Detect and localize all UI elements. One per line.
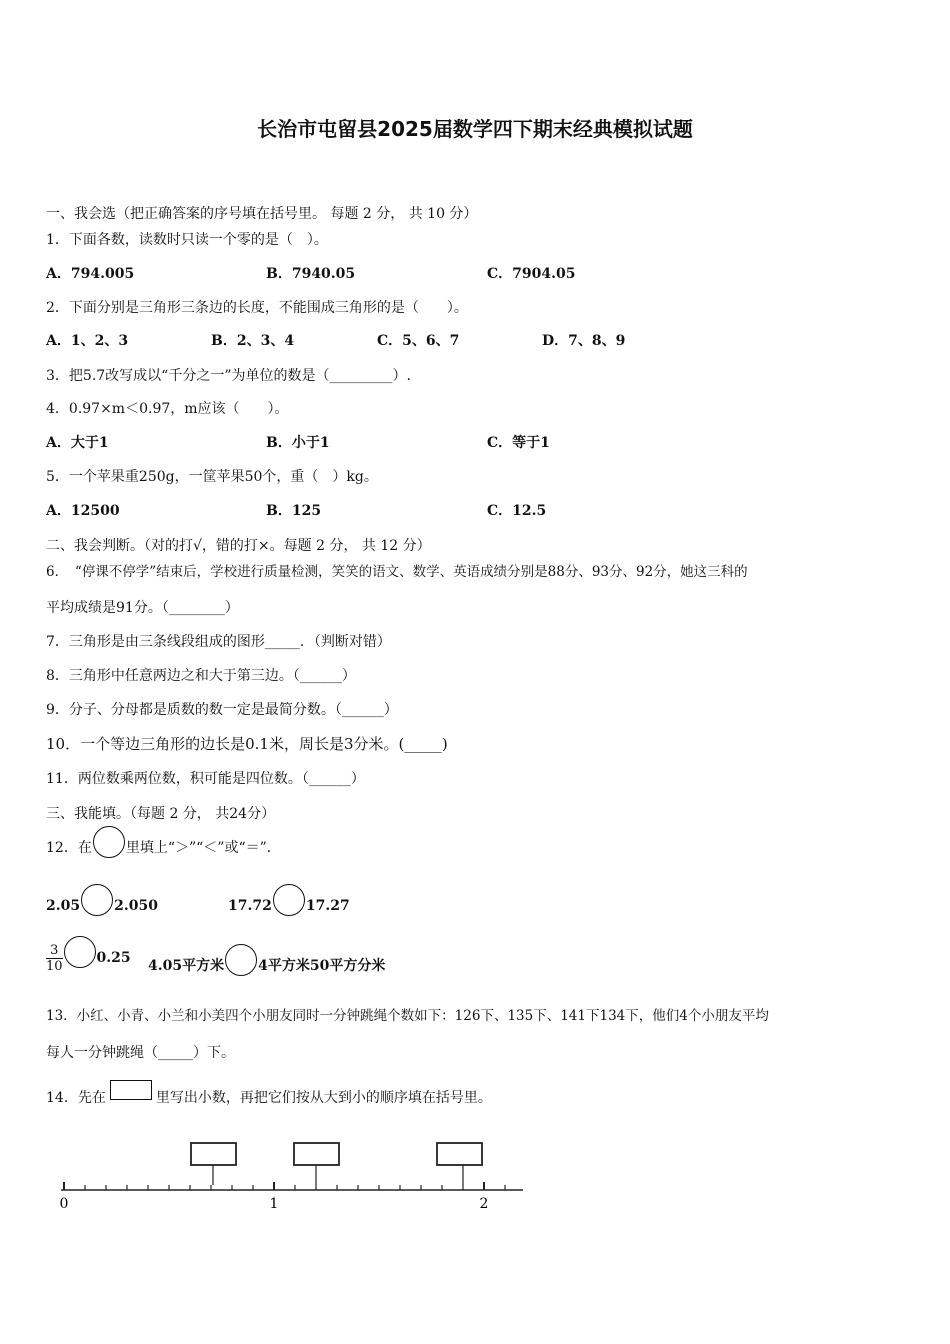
- question-6-line-1: 6． “停课不停学”结束后，学校进行质量检测，笑笑的语文、数学、英语成绩分别是88分、93分、92分，她这三科的: [46, 564, 748, 580]
- q5-option-b: B．125: [266, 503, 322, 519]
- q14-suffix: 里写出小数，再把它们按从大到小的顺序填在括号里。: [155, 1090, 492, 1106]
- q5-option-a: A．12500: [46, 503, 120, 519]
- section-1-heading: 一、我会选（把正确答案的序号填在括号里。 每题 2 分， 共 10 分）: [46, 206, 478, 222]
- question-5: 5．一个苹果重250g，一筐苹果50个，重（ ）kg。: [46, 469, 378, 485]
- number-line-ticks: [64, 1182, 505, 1190]
- question-6-line-2: 平均成绩是91分。（________）: [46, 600, 239, 616]
- q1-option-b: B．7940.05: [266, 266, 356, 282]
- comparison-circle[interactable]: [225, 944, 257, 976]
- section-3-heading: 三、我能填。（每题 2 分， 共24分）: [46, 806, 276, 822]
- question-9: 9．分子、分母都是质数的数一定是最简分数。（______）: [46, 702, 398, 718]
- question-11: 11．两位数乘两位数，积可能是四位数。（______）: [46, 771, 365, 787]
- question-12: [46, 832, 281, 864]
- q4-option-a: A．大于1: [46, 435, 109, 451]
- q12-pair-3: [46, 942, 131, 974]
- page-title: 长治市屯留县2025届数学四下期末经典模拟试题: [257, 117, 693, 141]
- number-line-label-0: 0: [59, 1196, 69, 1212]
- q12-p2-left: 17.72: [228, 898, 272, 914]
- box-blank-icon: [110, 1080, 152, 1100]
- q12-prefix: 12．在: [46, 840, 92, 856]
- answer-box-3[interactable]: [437, 1143, 482, 1165]
- q14-prefix: 14．先在: [46, 1090, 106, 1106]
- comparison-circle[interactable]: [64, 936, 96, 968]
- question-3: 3．把5.7改写成以“千分之一”为单位的数是（_________）.: [46, 368, 411, 384]
- q12-p4-left: 4.05平方米: [148, 958, 225, 974]
- question-10: 10．一个等边三角形的边长是0.1米，周长是3分米。(_____): [46, 735, 448, 753]
- answer-box-1[interactable]: [191, 1143, 236, 1165]
- circle-blank-icon: [93, 826, 125, 858]
- question-7: 7．三角形是由三条线段组成的图形_____．（判断对错）: [46, 634, 391, 650]
- question-4: 4．0.97×m＜0.97，m应该（ ）。: [46, 401, 289, 417]
- question-14: [46, 1087, 492, 1108]
- q4-option-b: B．小于1: [266, 435, 330, 451]
- q2-option-b: B．2、3、4: [211, 333, 295, 349]
- question-13-line-2: 每人一分钟跳绳（_____）下。: [46, 1045, 235, 1061]
- fraction-numerator: 3: [46, 943, 63, 959]
- section-2-heading: 二、我会判断。（对的打√，错的打×。每题 2 分， 共 12 分）: [46, 538, 431, 554]
- q12-pair-2: [228, 890, 350, 922]
- number-line: [55, 1135, 535, 1220]
- q12-p3-right: 0.25: [96, 950, 131, 966]
- q12-pair-4: [148, 950, 385, 982]
- q12-pair-1: [46, 890, 158, 922]
- q4-option-c: C．等于1: [487, 435, 550, 451]
- q2-option-c: C．5、6、7: [377, 333, 460, 349]
- fraction-denominator: 10: [46, 958, 63, 974]
- q1-option-c: C．7904.05: [487, 266, 576, 282]
- q12-p4-right: 4平方米50平方分米: [258, 958, 386, 974]
- question-1: 1．下面各数，读数时只读一个零的是（ ）。: [46, 232, 328, 248]
- q12-p1-left: 2.05: [46, 898, 81, 914]
- q5-option-c: C．12.5: [487, 503, 547, 519]
- q12-suffix: 里填上“＞”“＜”或“＝”．: [125, 840, 281, 856]
- answer-box-2[interactable]: [294, 1143, 339, 1165]
- number-line-label-1: 1: [269, 1196, 279, 1212]
- question-8: 8．三角形中任意两边之和大于第三边。（______）: [46, 668, 356, 684]
- comparison-circle[interactable]: [81, 884, 113, 916]
- q12-p1-right: 2.050: [114, 898, 158, 914]
- comparison-circle[interactable]: [273, 884, 305, 916]
- fraction: [46, 943, 63, 974]
- q12-p2-right: 17.27: [305, 898, 350, 914]
- q1-option-a: A．794.005: [46, 266, 135, 282]
- q2-option-a: A．1、2、3: [46, 333, 129, 349]
- question-13-line-1: 13．小红、小青、小兰和小美四个小朋友同时一分钟跳绳个数如下：126下、135下、141下134下，他们4个小朋友平均: [46, 1008, 769, 1024]
- number-line-label-2: 2: [479, 1196, 489, 1212]
- q2-option-d: D．7、8、9: [542, 333, 626, 349]
- question-2: 2．下面分别是三角形三条边的长度，不能围成三角形的是（ ）。: [46, 300, 468, 316]
